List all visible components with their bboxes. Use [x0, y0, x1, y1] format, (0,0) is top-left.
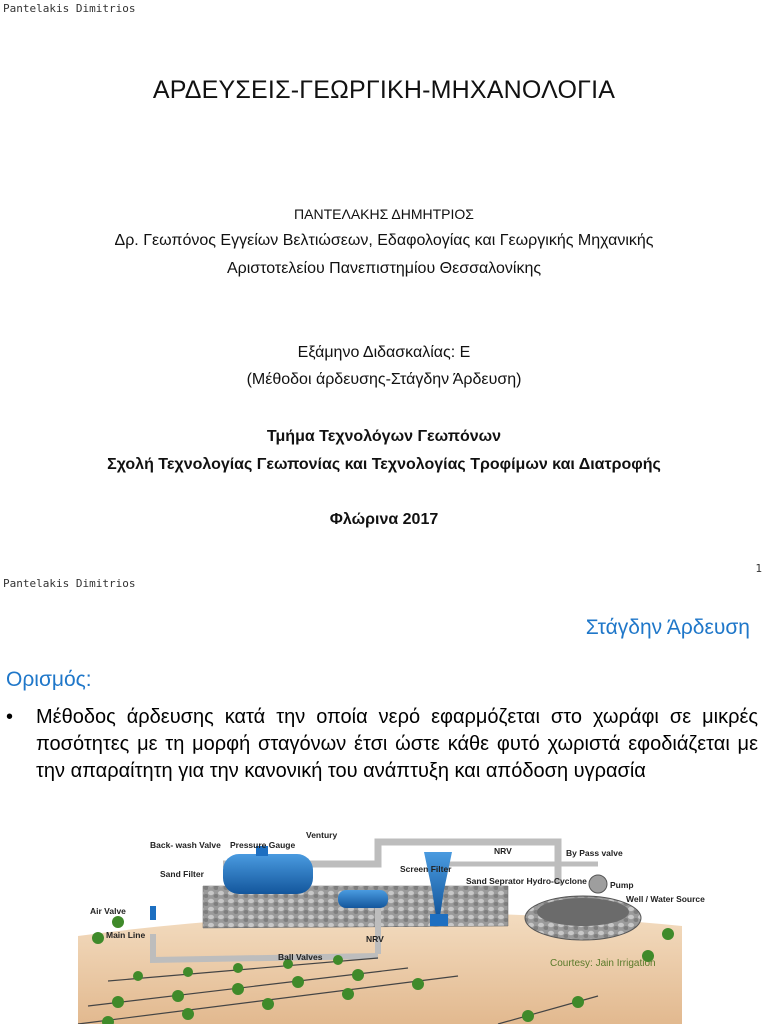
label-screen-filter: Screen Filter: [400, 864, 452, 874]
page-number: 1: [755, 562, 762, 575]
label-sand-filter: Sand Filter: [160, 869, 204, 879]
air-valve: [150, 906, 156, 920]
school: Σχολή Τεχνολογίας Γεωπονίας και Τεχνολογίας Τροφίμων και Διατροφής: [107, 456, 661, 473]
credentials-line-1: Δρ. Γεωπόνος Εγγείων Βελτιώσεων, Εδαφολογίας και Γεωργικής Μηχανικής: [114, 232, 654, 249]
bullet-item: [4, 704, 758, 785]
slide2-header-author: Pantelakis Dimitrios: [3, 577, 136, 590]
author-name: ΠΑΝΤΕΛΑΚΗΣ ΔΗΜΗΤΡΙΟΣ: [294, 206, 474, 222]
label-backwash-valve: Back- wash Valve: [150, 840, 221, 850]
label-courtesy: Courtesy: Jain Irrigation: [550, 958, 656, 969]
header-author: Pantelakis Dimitrios: [3, 2, 136, 15]
slide-title: ΑΡΔΕΥΣΕΙΣ-ΓΕΩΡΓΙΚΗ-ΜΗΧΑΝΟΛΟΓΙΑ: [152, 76, 616, 104]
label-air-valve: Air Valve: [90, 906, 126, 916]
bullet-dot-icon: •: [6, 706, 14, 728]
label-bypass-valve: By Pass valve: [566, 848, 623, 858]
label-pump: Pump: [610, 880, 634, 890]
label-pressure-gauge: Pressure Gauge: [230, 840, 296, 850]
well-icon: [525, 896, 641, 940]
department: Τμήμα Τεχνολόγων Γεωπόνων: [266, 428, 502, 445]
sand-filter-tank: [223, 846, 313, 894]
label-ventury: Ventury: [306, 830, 338, 840]
label-well: Well / Water Source: [626, 894, 705, 904]
label-nrv-bottom: NRV: [366, 934, 384, 944]
pump: [589, 875, 607, 893]
topic: (Μέθοδοι άρδευσης-Στάγδην Άρδευση): [246, 371, 522, 388]
bullet-text: Μέθοδος άρδευσης κατά την οποία νερό εφαρμόζεται στο χωράφι σε μικρές ποσότητες με τη μορφή σταγόνων έτσι ώστε κάθε φυτό χωριστά εφοδιάζεται με την απαραίτητη για την κανονική του ανάπτυξη και απόδοση υγρασία: [36, 706, 758, 782]
label-ball-valves: Ball Valves: [278, 952, 323, 962]
slide2-title: Στάγδην Άρδευση: [585, 616, 750, 639]
label-sand-separator: Sand Seprator Hydro-Cyclone: [466, 876, 587, 886]
definition-heading: Ορισμός:: [6, 668, 92, 691]
label-nrv-top: NRV: [494, 846, 512, 856]
credentials-line-2: Αριστοτελείου Πανεπιστημίου Θεσσαλονίκης: [226, 260, 542, 277]
place-year: Φλώρινα 2017: [329, 511, 439, 528]
label-main-line: Main Line: [106, 930, 146, 940]
drip-irrigation-diagram: [78, 826, 705, 1024]
screen-filter: [338, 890, 388, 908]
semester: Εξάμηνο Διδασκαλίας: Ε: [297, 344, 471, 361]
